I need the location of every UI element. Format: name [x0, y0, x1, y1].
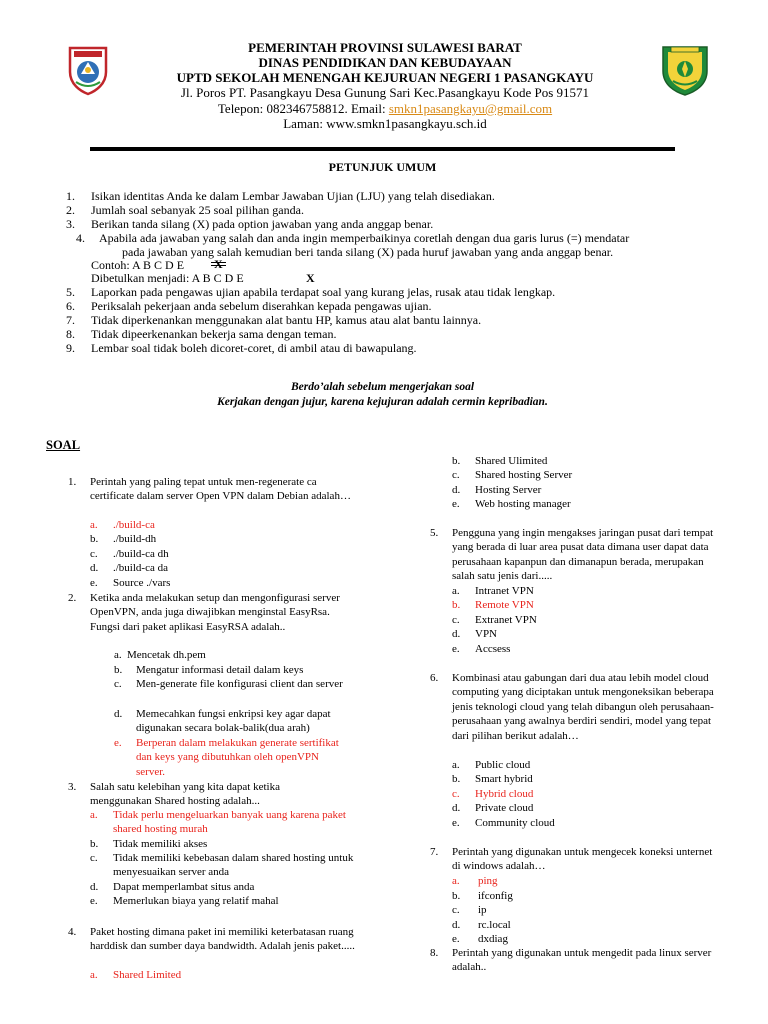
header-department: DINAS PENDIDIKAN DAN KEBUDAYAAN	[258, 55, 512, 70]
option-letter: e.	[114, 737, 122, 749]
option[interactable]: b. Mengatur informasi detail dalam keys	[114, 664, 304, 676]
question-number: 6.	[430, 672, 439, 684]
question-number: 7.	[430, 846, 439, 858]
option[interactable]: c. Shared hosting Server	[452, 469, 573, 481]
instruction-item: 5. Laporkan pada pengawas ujian apabila terdapat soal yang kurang jelas, rusak atau tidak lengkap.	[66, 285, 556, 299]
question-text: Kombinasi atau gabungan dari dua atau lebih model cloud computing yang diciptakan untuk mengoneksikan beberapa jenis teknologi cloud yang telah dibangun oleh perusahaan-perusahaan yang awalnya berdiri sendiri, model yang tepat dari pilihan berikut adalah…	[452, 672, 714, 742]
instruction-item: 8. Tidak dipeerkenankan bekerja sama dengan teman.	[66, 327, 337, 341]
option-correct[interactable]: b. Remote VPN	[452, 599, 534, 611]
header-email-link[interactable]: smkn1pasangkayu@gmail.com	[388, 101, 553, 116]
option[interactable]: d. VPN	[452, 628, 498, 640]
instruction-item: 6. Periksalah pekerjaan anda sebelum diserahkan kepada pengawas ujian.	[66, 299, 432, 313]
option[interactable]: d. Private cloud	[452, 802, 534, 814]
option-correct[interactable]: Berperan dalam melakukan generate sertifikat dan keys yang dibutuhkan oleh openVPN server.	[136, 737, 339, 778]
question-text: Pengguna yang ingin mengakses jaringan pusat dari tempat yang berada di luar area pusat data dimana user dapat data perusahaan kapanpun dan dimanapun berada, merupakan salah satu jenis dari.....	[452, 527, 714, 583]
question-number: 4.	[68, 926, 77, 938]
question-text: Salah satu kelebihan yang kita dapat ketika menggunakan Shared hosting adalah...	[90, 781, 280, 808]
question-number: 5.	[430, 527, 439, 539]
option[interactable]: b. Tidak memiliki akses	[90, 838, 208, 850]
option[interactable]: b. Shared Ulimited	[452, 455, 548, 467]
option[interactable]: Memecahkan fungsi enkripsi key agar dapat digunakan secara bolak-balik(dua arah)	[136, 708, 331, 735]
option-correct[interactable]: a. Shared Limited	[90, 969, 182, 981]
header-phone: Telepon: 082346758812. Email:	[217, 101, 389, 116]
option[interactable]: a. Mencetak dh.pem	[114, 649, 206, 661]
option[interactable]: e. Source ./vars	[90, 577, 171, 589]
question-number: 2.	[68, 592, 77, 604]
option[interactable]: d. Dapat memperlambat situs anda	[90, 881, 255, 893]
question-number: 1.	[68, 476, 77, 488]
option[interactable]: b. ./build-dh	[90, 533, 157, 545]
option-letter: a.	[90, 809, 98, 821]
instructions-title: PETUNJUK UMUM	[328, 160, 437, 174]
option[interactable]: e. dxdiag	[452, 933, 508, 945]
option-correct[interactable]: Tidak perlu mengeluarkan banyak uang karena paket shared hosting murah	[113, 809, 346, 836]
option[interactable]: Men-generate file konfigurasi client dan server	[136, 678, 343, 690]
header-contact	[120, 101, 650, 117]
header-divider	[90, 147, 675, 151]
header-website: Laman: www.smkn1pasangkayu.sch.id	[283, 116, 487, 131]
question-text: Paket hosting dimana paket ini memiliki keterbatasan ruang harddisk dan sumber daya bandwidth. Adalah jenis paket.....	[90, 926, 355, 953]
option[interactable]: a. Intranet VPN	[452, 585, 534, 597]
instruction-example: Contoh: A B C D E	[91, 258, 185, 272]
option-letter: c.	[114, 678, 122, 690]
question-text: Perintah yang digunakan untuk mengedit pada linux server adalah..	[452, 947, 712, 974]
option-letter: d.	[114, 708, 123, 720]
question-text: Perintah yang paling tepat untuk men-regenerate ca certificate dalam server Open VPN dalam Debian adalah…	[90, 476, 351, 503]
option[interactable]: d. Hosting Server	[452, 484, 542, 496]
instruction-corrected: Dibetulkan menjadi: A B C D E	[91, 271, 244, 285]
option-correct[interactable]: a. ping	[452, 875, 498, 887]
question-text: Ketika anda melakukan setup dan mengonfigurasi server OpenVPN, anda juga diwajibkan menginstal EasyRsa. Fungsi dari paket aplikasi EasyRSA adalah..	[90, 592, 340, 633]
option-correct[interactable]: c. Hybrid cloud	[452, 788, 534, 800]
motto-line-2: Kerjakan dengan jujur, karena kejujuran adalah cermin kepribadian.	[217, 396, 548, 408]
option[interactable]: b. Smart hybrid	[452, 773, 533, 785]
option-letter: c.	[90, 852, 98, 864]
header-address: Jl. Poros PT. Pasangkayu Desa Gunung Sari Kec.Pasangkayu Kode Pos 91571	[180, 85, 590, 100]
option[interactable]: b. ifconfig	[452, 890, 513, 902]
question-text: Perintah yang digunakan untuk mengecek koneksi unternet di windows adalah…	[452, 846, 713, 873]
questions-heading: SOAL	[46, 438, 81, 452]
option[interactable]: d. ./build-ca da	[90, 562, 168, 574]
example-correct-mark: X	[306, 271, 315, 285]
option-correct[interactable]: a. ./build-ca	[90, 519, 155, 531]
option[interactable]: c. Extranet VPN	[452, 614, 537, 626]
question-number: 8.	[430, 947, 439, 959]
option[interactable]: c. ip	[452, 904, 487, 916]
option[interactable]: e. Web hosting manager	[452, 498, 571, 510]
option[interactable]: c. ./build-ca dh	[90, 548, 169, 560]
district-seal-logo	[657, 41, 713, 97]
option[interactable]: Tidak memiliki kebebasan dalam shared hosting untuk menyesuaikan server anda	[113, 852, 354, 879]
header-school: UPTD SEKOLAH MENENGAH KEJURUAN NEGERI 1 PASANGKAYU	[176, 70, 594, 85]
option[interactable]: e. Accsess	[452, 643, 511, 655]
instruction-item: 4. Apabila ada jawaban yang salah dan anda ingin memperbaikinya coretlah dengan dua garis lurus (=) mendatar	[76, 231, 630, 245]
instruction-item-continued: pada jawaban yang salah kemudian beri tanda silang (X) pada huruf jawaban yang anda anggap benar.	[122, 245, 614, 259]
question-number: 3.	[68, 781, 77, 793]
example-strike-mark: X	[214, 257, 223, 271]
option[interactable]: a. Public cloud	[452, 759, 531, 771]
province-seal-logo	[62, 44, 114, 96]
instruction-item: 1. Isikan identitas Anda ke dalam Lembar Jawaban Ujian (LJU) yang telah disediakan.	[66, 189, 495, 203]
instruction-item: 7. Tidak diperkenankan menggunakan alat bantu HP, kamus atau alat bantu lainnya.	[66, 313, 482, 327]
option[interactable]: e. Memerlukan biaya yang relatif mahal	[90, 895, 279, 907]
instruction-item: 3. Berikan tanda silang (X) pada option jawaban yang anda anggap benar.	[66, 217, 434, 231]
instruction-item: 9. Lembar soal tidak boleh dicoret-coret, di ambil atau di bawapulang.	[66, 341, 417, 355]
header-province: PEMERINTAH PROVINSI SULAWESI BARAT	[248, 40, 522, 55]
option[interactable]: d. rc.local	[452, 919, 511, 931]
motto-line-1: Berdo’alah sebelum mengerjakan soal	[290, 381, 475, 393]
option[interactable]: e. Community cloud	[452, 817, 555, 829]
instruction-item: 2. Jumlah soal sebanyak 25 soal pilihan ganda.	[66, 203, 304, 217]
